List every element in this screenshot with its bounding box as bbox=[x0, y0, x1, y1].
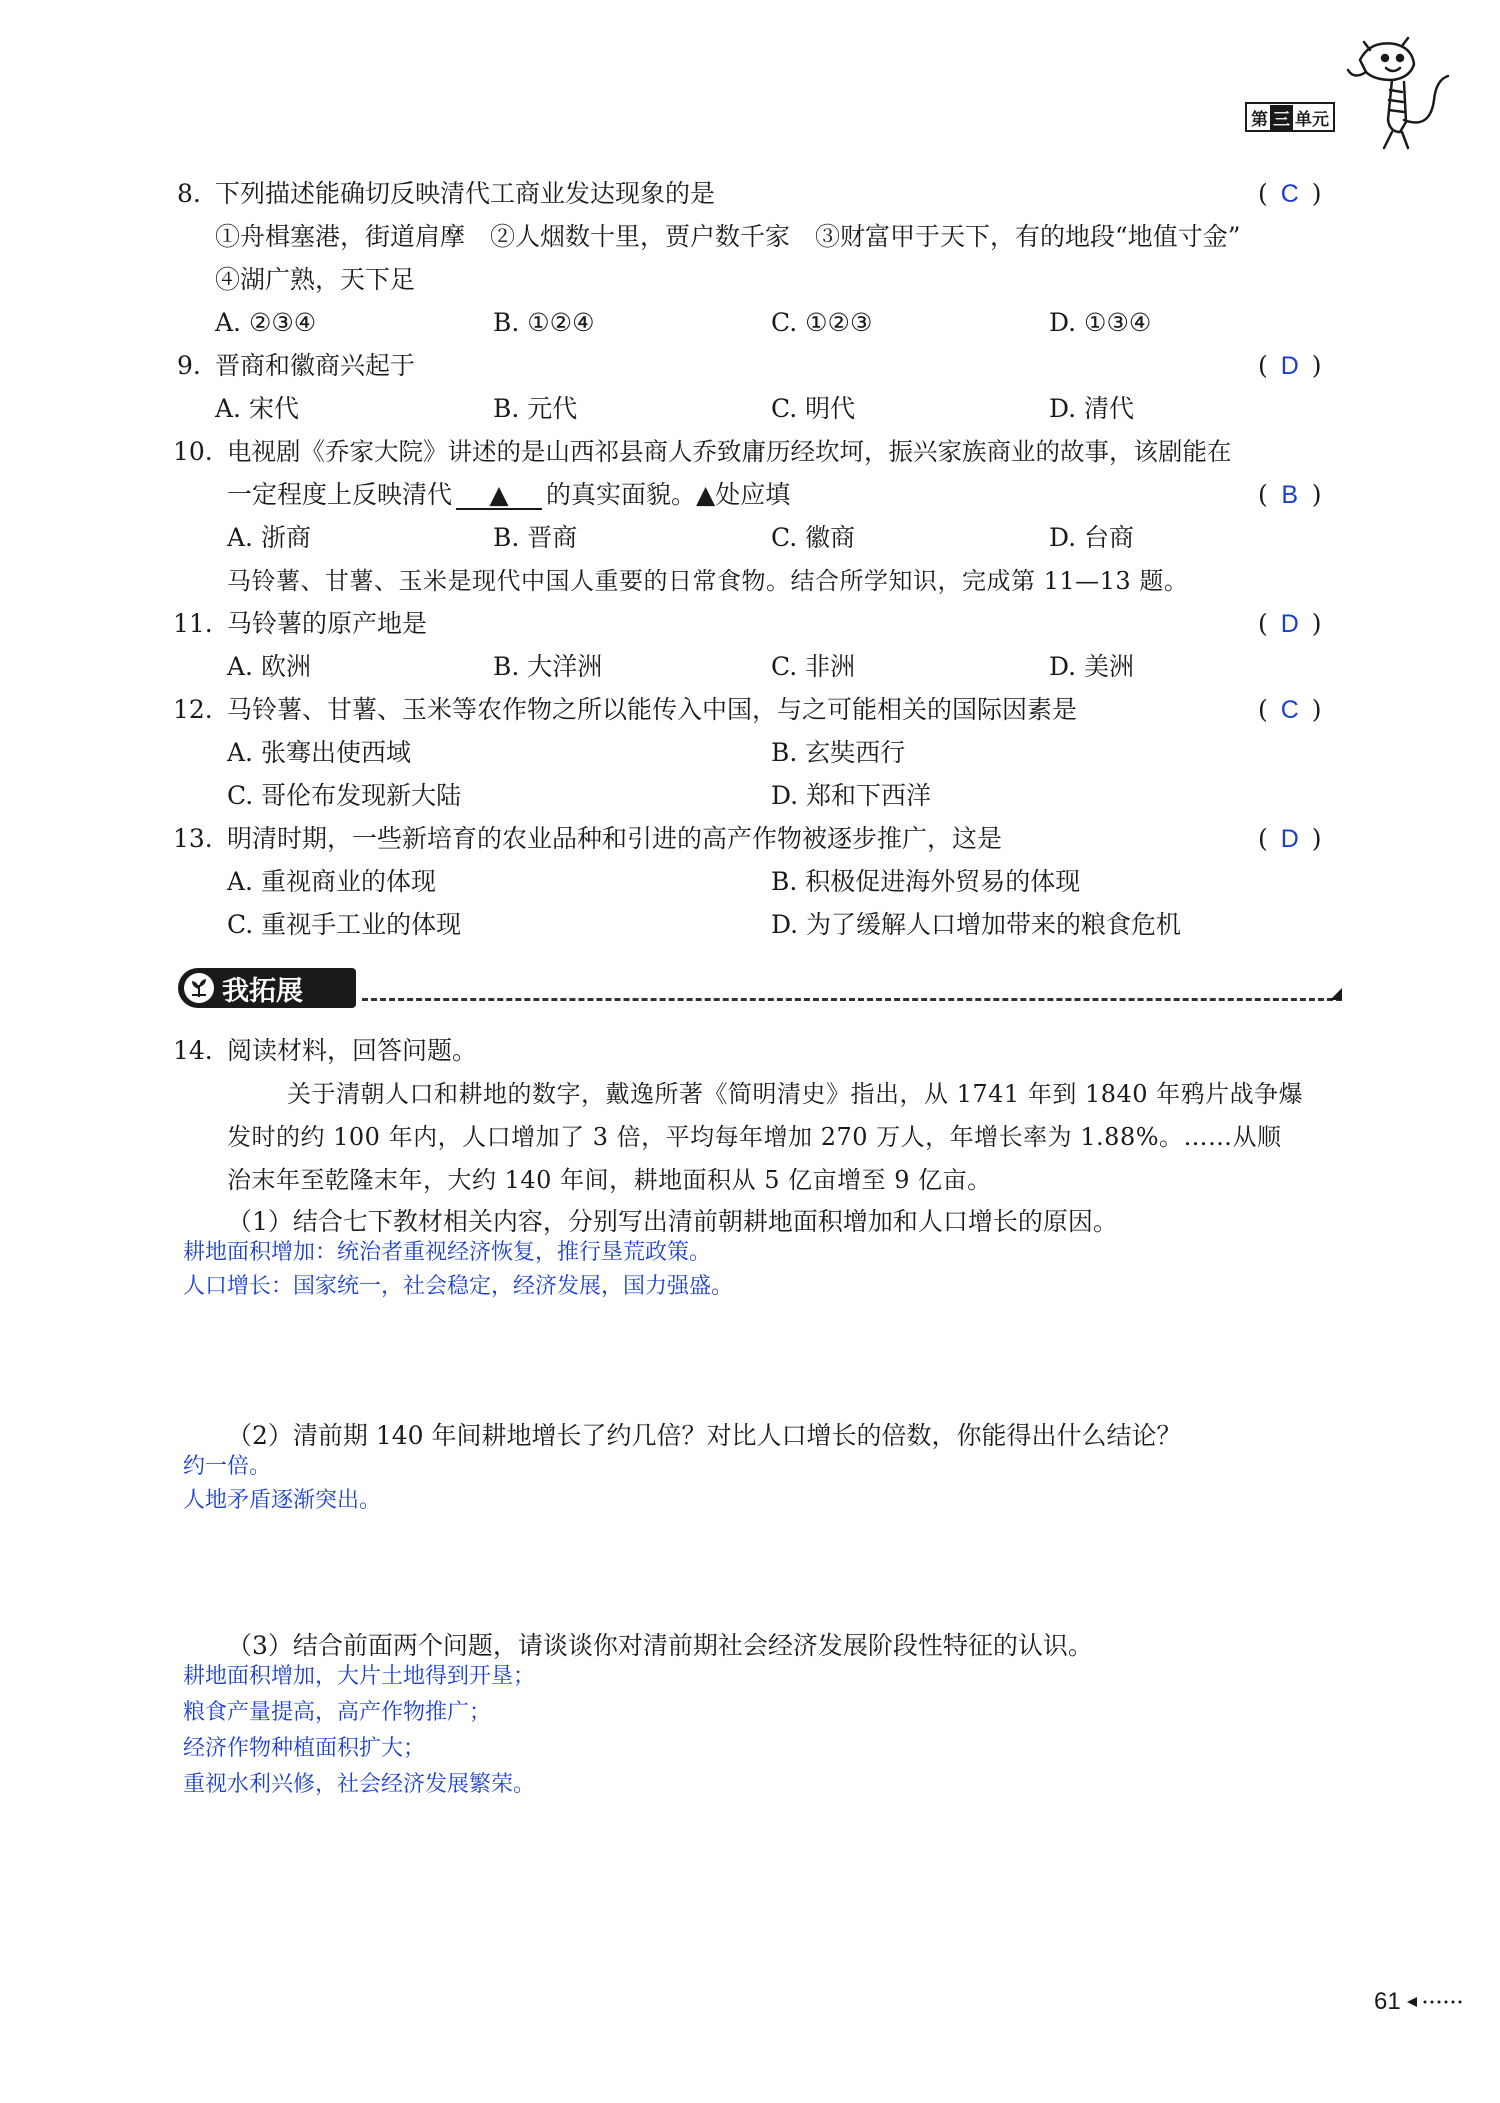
q14-sub1-question: （1）结合七下教材相关内容，分别写出清前朝耕地面积增加和人口增长的原因。 bbox=[227, 1207, 1118, 1236]
unit-number: 三 bbox=[1270, 105, 1293, 130]
q10-stem: 电视剧《乔家大院》讲述的是山西祁县商人乔致庸历经坎坷，振兴家族商业的故事，该剧能在 bbox=[227, 437, 1232, 466]
q11-option-d: D. 美洲 bbox=[1049, 652, 1135, 681]
q14-sub3-answer-2: 粮食产量提高，高产作物推广； bbox=[183, 1700, 492, 1725]
q10-answer: B bbox=[1281, 481, 1299, 509]
q9-stem: 晋商和徽商兴起于 bbox=[215, 351, 416, 380]
q8-stem: 下列描述能确切反映清代工商业发达现象的是 bbox=[215, 179, 716, 208]
q12-answer-box: ( C ) bbox=[1258, 695, 1322, 724]
q9-option-d: D. 清代 bbox=[1049, 394, 1135, 423]
q14-sub2-answer-1: 约一倍。 bbox=[183, 1454, 272, 1479]
page-arrow-icon bbox=[1407, 1995, 1467, 2009]
q8-line2: ①舟楫塞港，街道肩摩 ②人烟数十里，贾户数千家 ③财富甲于天下，有的地段“地值寸金” bbox=[215, 222, 1241, 251]
q10-line2-pre: 一定程度上反映清代 bbox=[227, 480, 453, 509]
extension-title: 我拓展 bbox=[222, 975, 303, 1007]
q10-option-c: C. 徽商 bbox=[771, 523, 856, 552]
q9-option-a: A. 宋代 bbox=[215, 394, 299, 423]
q8-line3: ④湖广熟，天下足 bbox=[215, 265, 416, 294]
q8-option-b: B. ①②④ bbox=[493, 308, 595, 337]
q9-option-b: B. 元代 bbox=[493, 394, 578, 423]
q14-sub3-answer-1: 耕地面积增加，大片土地得到开垦； bbox=[183, 1664, 536, 1689]
q14-stem: 阅读材料，回答问题。 bbox=[227, 1036, 478, 1065]
q12-number: 12. bbox=[173, 695, 213, 724]
q11-option-a: A. 欧洲 bbox=[227, 652, 311, 681]
intro-11-13: 马铃薯、甘薯、玉米是现代中国人重要的日常食物。结合所学知识，完成第 11—13 题。 bbox=[227, 567, 1189, 595]
q10-blank: ▲ bbox=[456, 482, 542, 510]
extension-section-header bbox=[178, 968, 356, 1008]
q13-answer-box: ( D ) bbox=[1258, 824, 1322, 853]
q14-sub3-answer-4: 重视水利兴修，社会经济发展繁荣。 bbox=[183, 1772, 536, 1797]
q8-option-d: D. ①③④ bbox=[1049, 308, 1152, 337]
tiger-mascot-icon bbox=[1330, 20, 1460, 160]
q14-sub3-answer-3: 经济作物种植面积扩大； bbox=[183, 1736, 426, 1761]
q14-sub1-answer-2: 人口增长：国家统一，社会稳定，经济发展，国力强盛。 bbox=[183, 1274, 734, 1299]
q8-number: 8. bbox=[177, 179, 201, 208]
q12-option-c: C. 哥伦布发现新大陆 bbox=[227, 781, 462, 810]
q12-answer: C bbox=[1280, 696, 1299, 724]
q13-option-c: C. 重视手工业的体现 bbox=[227, 910, 462, 939]
q13-option-a: A. 重视商业的体现 bbox=[227, 867, 436, 896]
q10-line2-post: 的真实面貌。▲处应填 bbox=[546, 480, 791, 509]
q13-option-b: B. 积极促进海外贸易的体现 bbox=[771, 867, 1081, 896]
q10-option-d: D. 台商 bbox=[1049, 523, 1135, 552]
q9-option-c: C. 明代 bbox=[771, 394, 856, 423]
q11-option-b: B. 大洋洲 bbox=[493, 652, 603, 681]
unit-badge bbox=[1245, 102, 1335, 132]
q11-stem: 马铃薯的原产地是 bbox=[227, 609, 428, 638]
q14-sub2-question: （2）清前期 140 年间耕地增长了约几倍？对比人口增长的倍数，你能得出什么结论？ bbox=[227, 1421, 1182, 1450]
q10-option-a: A. 浙商 bbox=[227, 523, 311, 552]
q14-material-line-1: 关于清朝人口和耕地的数字，戴逸所著《简明清史》指出，从 1741 年到 1840 年鸦片战争爆 bbox=[287, 1080, 1304, 1108]
q14-material-line-2: 发时的约 100 年内，人口增加了 3 倍，平均每年增加 270 万人，年增长率为 1.88%。……从顺 bbox=[227, 1123, 1282, 1151]
q8-answer: C bbox=[1280, 180, 1299, 208]
q13-answer: D bbox=[1280, 825, 1299, 853]
q9-answer-box: ( D ) bbox=[1258, 351, 1322, 380]
leaf-icon bbox=[184, 973, 214, 1003]
q8-answer-box: ( C ) bbox=[1258, 179, 1322, 208]
q10-option-b: B. 晋商 bbox=[493, 523, 578, 552]
q14-material-line-3: 治末年至乾隆末年，大约 140 年间，耕地面积从 5 亿亩增至 9 亿亩。 bbox=[227, 1166, 992, 1194]
q11-number: 11. bbox=[173, 609, 213, 638]
q8-option-a: A. ②③④ bbox=[215, 308, 317, 337]
unit-suffix: 单元 bbox=[1295, 109, 1329, 130]
q13-number: 13. bbox=[173, 824, 213, 853]
q14-number: 14. bbox=[173, 1036, 213, 1065]
q12-option-b: B. 玄奘西行 bbox=[771, 738, 906, 767]
q13-stem: 明清时期，一些新培育的农业品种和引进的高产作物被逐步推广，这是 bbox=[227, 824, 1003, 853]
q14-sub1-answer-1: 耕地面积增加：统治者重视经济恢复，推行垦荒政策。 bbox=[183, 1240, 712, 1265]
page-number: 61 bbox=[1374, 1988, 1401, 2015]
q10-answer-box: ( B ) bbox=[1258, 480, 1322, 509]
q11-answer-box: ( D ) bbox=[1258, 609, 1322, 638]
q12-stem: 马铃薯、甘薯、玉米等农作物之所以能传入中国，与之可能相关的国际因素是 bbox=[227, 695, 1078, 724]
q10-line2 bbox=[227, 479, 790, 511]
q12-option-a: A. 张骞出使西域 bbox=[227, 738, 411, 767]
q12-option-d: D. 郑和下西洋 bbox=[771, 781, 932, 810]
q11-answer: D bbox=[1280, 610, 1299, 638]
q8-option-c: C. ①②③ bbox=[771, 308, 873, 337]
unit-prefix: 第 bbox=[1251, 109, 1268, 130]
divider-corner-icon bbox=[1330, 988, 1342, 1000]
page-number-area bbox=[1374, 1988, 1467, 2016]
q11-option-c: C. 非洲 bbox=[771, 652, 856, 681]
q9-number: 9. bbox=[177, 351, 201, 380]
q13-option-d: D. 为了缓解人口增加带来的粮食危机 bbox=[771, 910, 1182, 939]
q14-sub2-answer-2: 人地矛盾逐渐突出。 bbox=[183, 1488, 382, 1513]
section-divider bbox=[362, 998, 1342, 1001]
q10-number: 10. bbox=[173, 437, 213, 466]
q9-answer: D bbox=[1280, 352, 1299, 380]
q14-sub3-question: （3）结合前面两个问题，请谈谈你对清前期社会经济发展阶段性特征的认识。 bbox=[227, 1631, 1093, 1660]
